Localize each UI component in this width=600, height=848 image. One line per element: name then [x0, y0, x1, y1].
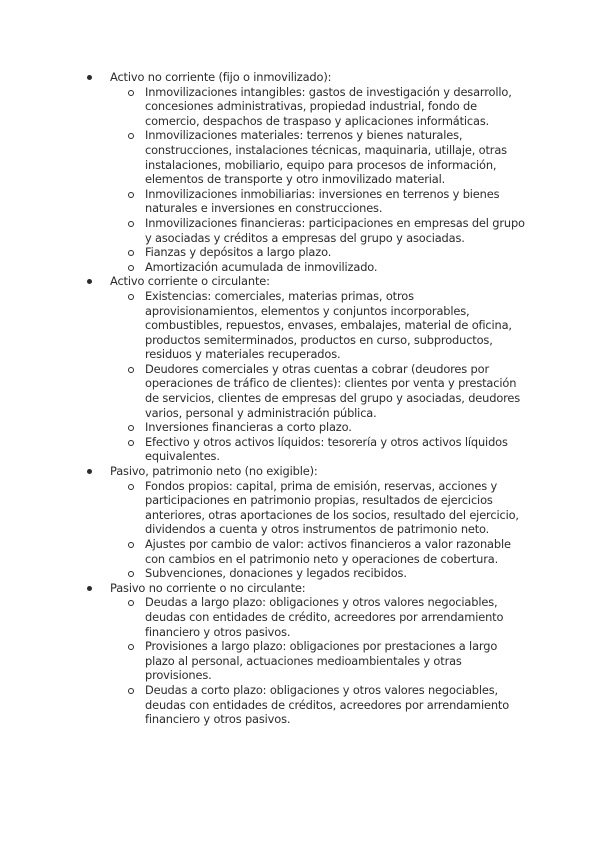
list-item: Deudas a corto plazo: obligaciones y otros valores negociables, deudas con entidades de créditos, acreedores por arrendamiento financiero y otros pasivos.	[0, 683, 527, 727]
section-title: Pasivo no corriente o no circulante:	[110, 580, 306, 595]
circle-bullet-icon	[128, 294, 134, 300]
sublist	[110, 85, 600, 275]
circle-bullet-icon	[128, 367, 134, 373]
list-item: Provisiones a largo plazo: obligaciones por prestaciones a largo plazo al personal, actuaciones medioambientales y otras provisiones.	[0, 639, 527, 683]
list-item: Inmovilizaciones intangibles: gastos de investigación y desarrollo, concesiones administrativas, propiedad industrial, fondo de comercio, despachos de traspaso y aplicaciones informáticas.	[0, 85, 527, 129]
bullet-icon	[87, 586, 92, 591]
circle-bullet-icon	[128, 600, 134, 606]
circle-bullet-icon	[128, 250, 134, 256]
list-item: Amortización acumulada de inmovilizado.	[0, 260, 527, 275]
circle-bullet-icon	[128, 644, 134, 650]
list-item: Fianzas y depósitos a largo plazo.	[0, 245, 527, 260]
list-item: Existencias: comerciales, materias primas, otros aprovisionamientos, elementos y conjuntos incorporables, combustibles, repuestos, envases, embalajes, material de oficina, productos semiterminados, productos en curso, subproductos, residuos y materiales recuperados.	[0, 289, 527, 362]
document-page	[0, 70, 600, 727]
list-item: Efectivo y otros activos líquidos: tesorería y otros activos líquidos equivalentes.	[0, 435, 527, 464]
circle-bullet-icon	[128, 133, 134, 139]
circle-bullet-icon	[128, 440, 134, 446]
circle-bullet-icon	[128, 265, 134, 271]
list-item: Inversiones financieras a corto plazo.	[0, 420, 527, 435]
circle-bullet-icon	[128, 192, 134, 198]
section-activo-no-corriente	[0, 70, 600, 274]
list-item: Ajustes por cambio de valor: activos financieros a valor razonable con cambios en el patrimonio neto y operaciones de cobertura.	[0, 537, 527, 566]
section-pasivo-patrimonio-neto	[0, 464, 600, 581]
balance-outline	[0, 70, 600, 727]
circle-bullet-icon	[128, 571, 134, 577]
circle-bullet-icon	[128, 542, 134, 548]
bullet-icon	[87, 279, 92, 284]
bullet-icon	[87, 75, 92, 80]
bullet-icon	[87, 469, 92, 474]
list-item: Inmovilizaciones inmobiliarias: inversiones en terrenos y bienes naturales e inversiones en construcciones.	[0, 187, 527, 216]
sublist	[110, 289, 600, 464]
section-pasivo-no-corriente	[0, 581, 600, 727]
section-title: Activo corriente o circulante:	[110, 274, 270, 289]
circle-bullet-icon	[128, 221, 134, 227]
sublist	[110, 595, 600, 726]
list-item: Fondos propios: capital, prima de emisión, reservas, acciones y participaciones en patrimonio propias, resultados de ejercicios anteriores, otras aportaciones de los socios, resultado del ejercicio, dividendos a cuenta y otros instrumentos de patrimonio neto.	[0, 479, 527, 537]
section-title: Activo no corriente (fijo o inmovilizado):	[110, 70, 332, 84]
circle-bullet-icon	[128, 425, 134, 431]
circle-bullet-icon	[128, 484, 134, 490]
circle-bullet-icon	[128, 90, 134, 96]
list-item: Subvenciones, donaciones y legados recibidos.	[0, 566, 527, 581]
list-item: Deudores comerciales y otras cuentas a cobrar (deudores por operaciones de tráfico de clientes): clientes por venta y prestación de servicios, clientes de empresas del grupo y asociadas, deudores varios, personal y administración pública.	[0, 362, 527, 420]
list-item: Inmovilizaciones financieras: participaciones en empresas del grupo y asociadas y créditos a empresas del grupo y asociadas.	[0, 216, 527, 245]
list-item: Deudas a largo plazo: obligaciones y otros valores negociables, deudas con entidades de crédito, acreedores por arrendamiento financiero y otros pasivos.	[0, 595, 527, 639]
list-item: Inmovilizaciones materiales: terrenos y bienes naturales, construcciones, instalaciones técnicas, maquinaria, utillaje, otras instalaciones, mobiliario, equipo para procesos de información, elementos de transporte y otro inmovilizado material.	[0, 128, 527, 186]
section-title: Pasivo, patrimonio neto (no exigible):	[110, 464, 318, 479]
circle-bullet-icon	[128, 688, 134, 694]
sublist	[110, 479, 600, 581]
section-activo-corriente	[0, 274, 600, 464]
